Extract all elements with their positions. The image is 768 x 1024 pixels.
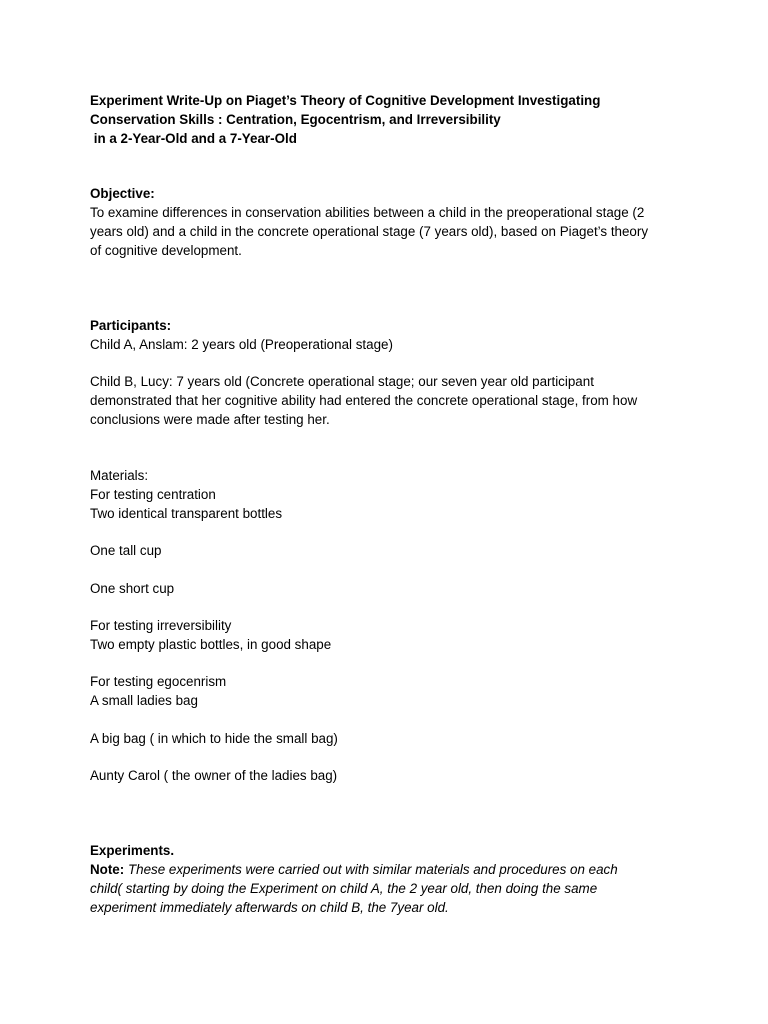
- materials-centration-item-3: One short cup: [90, 581, 175, 596]
- materials-centration-item-1: Two identical transparent bottles: [90, 506, 283, 521]
- experiments-note-line-3: experiment immediately afterwards on child B, the 7year old.: [90, 900, 449, 915]
- participant-child-b-line-2: demonstrated that her cognitive ability had entered the concrete operational stage, from how: [90, 393, 638, 408]
- materials-centration-label: For testing centration: [90, 487, 216, 502]
- materials-egocentrism-item-2: A big bag ( in which to hide the small bag): [90, 731, 338, 746]
- document-title-line-2: Conservation Skills : Centration, Egocentrism, and Irreversibility: [90, 112, 501, 127]
- materials-irreversibility-item-1: Two empty plastic bottles, in good shape: [90, 637, 332, 652]
- document-title-line-1: Experiment Write-Up on Piaget’s Theory of Cognitive Development Investigating: [90, 93, 601, 108]
- document-title-line-3: in a 2-Year-Old and a 7-Year-Old: [90, 131, 297, 146]
- experiments-note-line-2: child( starting by doing the Experiment on child A, the 2 year old, then doing the same: [90, 881, 598, 896]
- participant-child-b-line-3: conclusions were made after testing her.: [90, 412, 330, 427]
- materials-irreversibility-label: For testing irreversibility: [90, 618, 232, 633]
- participant-child-b-line-1: Child B, Lucy: 7 years old (Concrete operational stage; our seven year old participant: [90, 374, 594, 389]
- materials-heading: Materials:: [90, 468, 149, 483]
- objective-text-line-3: of cognitive development.: [90, 243, 242, 258]
- materials-egocentrism-label: For testing egocenrism: [90, 674, 227, 689]
- objective-text-line-2: years old) and a child in the concrete operational stage (7 years old), based on Piaget’s theory: [90, 224, 649, 239]
- objective-text-line-1: To examine differences in conservation abilities between a child in the preoperational stage (2: [90, 205, 645, 220]
- materials-egocentrism-item-3: Aunty Carol ( the owner of the ladies bag): [90, 768, 338, 783]
- materials-centration-item-2: One tall cup: [90, 543, 162, 558]
- participants-heading: Participants:: [90, 318, 172, 333]
- experiments-note-line-1: [90, 861, 618, 880]
- objective-heading: Objective:: [90, 186, 155, 201]
- experiments-heading: Experiments.: [90, 843, 175, 858]
- experiments-note-text-1: These experiments were carried out with similar materials and procedures on each: [124, 862, 618, 877]
- participant-child-a: Child A, Anslam: 2 years old (Preoperational stage): [90, 337, 393, 352]
- experiments-note-label: Note:: [90, 862, 125, 877]
- materials-egocentrism-item-1: A small ladies bag: [90, 693, 198, 708]
